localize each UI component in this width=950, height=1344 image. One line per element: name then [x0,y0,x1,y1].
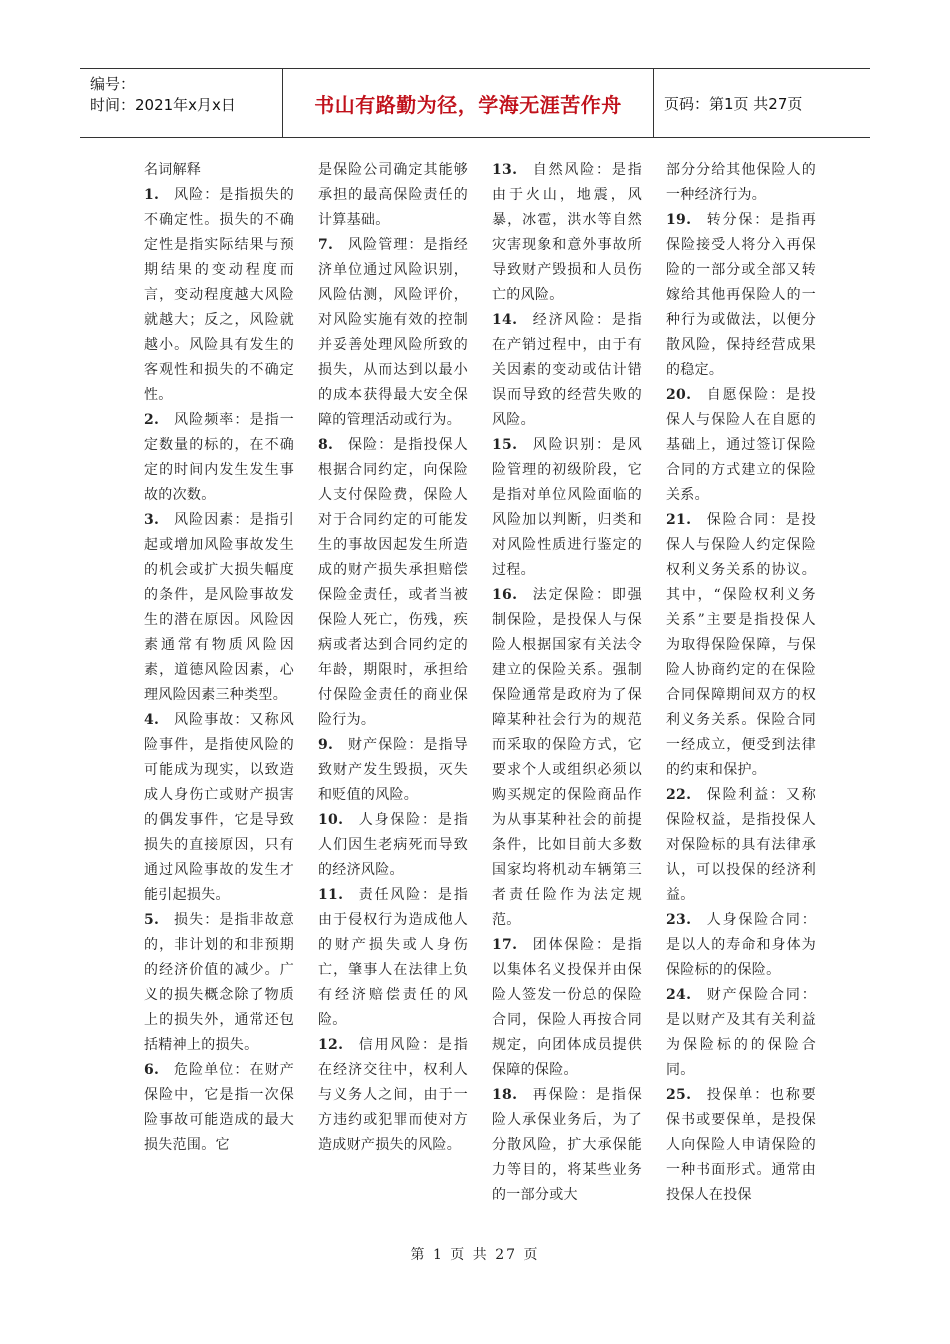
entry-text: 损失：是指非故意的，非计划的和非预期的经济价值的减少。广义的损失概念除了物质上的损失外，通常还包括精神上的损失。 [144,912,294,1053]
glossary-entry [318,883,468,1033]
glossary-entry [666,158,816,208]
entry-number: 1. [144,187,160,203]
entry-number: 18. [492,1087,518,1103]
entry-text: 风险事故：又称风险事件，是指使风险的可能成为现实，以致造成人身伤亡或财产损害的偶发事件，它是导致损失的直接原因，只有通过风险事故的发生才能引起损失。 [144,712,294,903]
entry-number: 13. [492,162,518,178]
glossary-entry [666,1083,816,1208]
glossary-entry [492,158,642,308]
entry-number: 19. [666,212,692,228]
glossary-entry [666,383,816,508]
entry-number: 5. [144,912,160,928]
entry-text: 经济风险：是指在产销过程中，由于有关因素的变动或估计错误而导致的经营失败的风险。 [492,312,642,428]
glossary-entry [318,158,468,233]
entry-text: 责任风险：是指由于侵权行为造成他人的财产损失或人身伤亡，肇事人在法律上负有经济赔偿责任的风险。 [318,887,468,1028]
entry-text: 风险因素：是指引起或增加风险事故发生的机会或扩大损失幅度的条件，是风险事故发生的潜在原因。风险因素通常有物质风险因素，道德风险因素，心理风险因素三种类型。 [144,512,294,703]
entry-text: 人身保险：是指人们因生老病死而导致的经济风险。 [318,812,468,878]
entry-number: 21. [666,512,692,528]
entry-text: 财产保险：是指导致财产发生毁损，灭失和贬值的风险。 [318,737,468,803]
glossary-entry [492,1083,642,1208]
glossary-entry [318,433,468,733]
entry-number: 3. [144,512,160,528]
date-label: 时间：2021年x月x日 [90,96,236,114]
text-column-3 [492,158,642,1208]
glossary-entry [144,908,294,1058]
glossary-entry [144,1058,294,1158]
entry-number: 16. [492,587,518,603]
glossary-entry [144,408,294,508]
glossary-entry [666,208,816,383]
glossary-entry [666,508,816,783]
entry-text: 保险合同：是投保人与保险人约定保险权利义务关系的协议。其中，“保险权利义务关系”主要是指投保人为取得保险保障，与保险人协商约定的在保险合同保障期间双方的权利义务关系。保险合同一经成立，便受到法律的约束和保护。 [666,512,816,778]
header-meta-cell [80,69,283,137]
entry-text: 保险利益：又称保险权益，是指投保人对保险标的具有法律承认，可以投保的经济利益。 [666,787,816,903]
entry-text: 名词解释 [144,162,202,178]
entry-text: 自然风险：是指由于火山，地震，风暴，冰雹，洪水等自然灾害现象和意外事故所导致财产毁损和人员伤亡的风险。 [492,162,642,303]
entry-text: 风险识别：是风险管理的初级阶段，它是指对单位风险面临的风险加以判断，归类和对风险性质进行鉴定的过程。 [492,437,642,578]
entry-number: 15. [492,437,518,453]
entry-number: 25. [666,1087,692,1103]
entry-number: 9. [318,737,334,753]
document-header [80,68,870,138]
number-label: 编号： [90,75,136,93]
glossary-entry [144,158,294,183]
text-column-1 [144,158,294,1158]
entry-text: 投保单：也称要保书或要保单，是投保人向保险人申请保险的一种书面形式。通常由投保人在投保 [666,1087,816,1203]
entry-text: 转分保：是指再保险接受人将分入再保险的一部分或全部又转嫁给其他再保险人的一种行为或做法，以便分散风险，保持经营成果的稳定。 [666,212,816,378]
entry-text: 保险：是指投保人根据合同约定，向保险人支付保险费，保险人对于合同约定的可能发生的事故因起发生所造成的财产损失承担赔偿保险金责任，或者当被保险人死亡，伤残，疾病或者达到合同约定的年龄，期限时，承担给付保险金责任的商业保险行为。 [318,437,468,728]
entry-number: 22. [666,787,692,803]
entry-text: 风险：是指损失的不确定性。损失的不确定性是指实际结果与预期结果的变动程度而言，变动程度越大风险就越大；反之，风险就越小。风险具有发生的客观性和损失的不确定性。 [144,187,294,403]
entry-text: 部分分给其他保险人的一种经济行为。 [666,162,816,203]
glossary-entry [318,733,468,808]
glossary-entry [144,708,294,908]
entry-number: 17. [492,937,518,953]
glossary-entry [318,1033,468,1158]
entry-number: 24. [666,987,692,1003]
entry-text: 风险频率：是指一定数量的标的，在不确定的时间内发生发生事故的次数。 [144,412,294,503]
entry-text: 团体保险：是指以集体名义投保并由保险人签发一份总的保险合同，保险人再按合同规定，向团体成员提供保障的保险。 [492,937,642,1078]
entry-number: 20. [666,387,692,403]
entry-text: 风险管理：是指经济单位通过风险识别，风险估测，风险评价，对风险实施有效的控制并妥善处理风险所致的损失，从而达到以最小的成本获得最大安全保障的管理活动或行为。 [318,237,468,428]
entry-number: 4. [144,712,160,728]
entry-text: 危险单位：在财产保险中，它是指一次保险事故可能造成的最大损失范围。它 [144,1062,294,1153]
entry-number: 10. [318,812,344,828]
entry-text: 人身保险合同：是以人的寿命和身体为保险标的的保险。 [666,912,816,978]
text-column-4 [666,158,816,1208]
entry-number: 8. [318,437,334,453]
glossary-entry [492,308,642,433]
entry-number: 11. [318,887,344,903]
glossary-entry [492,433,642,583]
header-page-info: 页码：第1页 共27页 [664,94,803,113]
glossary-entry [144,508,294,708]
entry-number: 7. [318,237,334,253]
glossary-entry [666,783,816,908]
glossary-entry [666,908,816,983]
entry-number: 6. [144,1062,160,1078]
entry-text: 财产保险合同：是以财产及其有关利益为保险标的的保险合同。 [666,987,816,1078]
entry-number: 14. [492,312,518,328]
text-column-2 [318,158,468,1158]
entry-number: 12. [318,1037,344,1053]
entry-text: 信用风险：是指在经济交往中，权利人与义务人之间，由于一方违约或犯罪而使对方造成财产损失的风险。 [318,1037,468,1153]
entry-number: 2. [144,412,160,428]
glossary-entry [318,808,468,883]
glossary-entry [666,983,816,1083]
entry-number: 23. [666,912,692,928]
entry-text: 是保险公司确定其能够承担的最高保险责任的计算基础。 [318,162,468,228]
glossary-entry [318,233,468,433]
entry-text: 自愿保险：是投保人与保险人在自愿的基础上，通过签订保险合同的方式建立的保险关系。 [666,387,816,503]
entry-text: 再保险：是指保险人承保业务后，为了分散风险，扩大承保能力等目的，将某些业务的一部分或大 [492,1087,642,1203]
entry-text: 法定保险：即强制保险，是投保人与保险人根据国家有关法令建立的保险关系。强制保险通常是政府为了保障某种社会行为的规范而采取的保险方式，它要求个人或组织必须以购买规定的保险商品作为从事某种社会的前提条件，比如目前大多数国家均将机动车辆第三者责任险作为法定规范。 [492,587,642,928]
glossary-entry [492,583,642,933]
glossary-entry [492,933,642,1083]
page-footer: 第 1 页 共 27 页 [410,1247,540,1263]
header-motto: 书山有路勤为径，学海无涯苦作舟 [283,69,654,137]
glossary-entry [144,183,294,408]
